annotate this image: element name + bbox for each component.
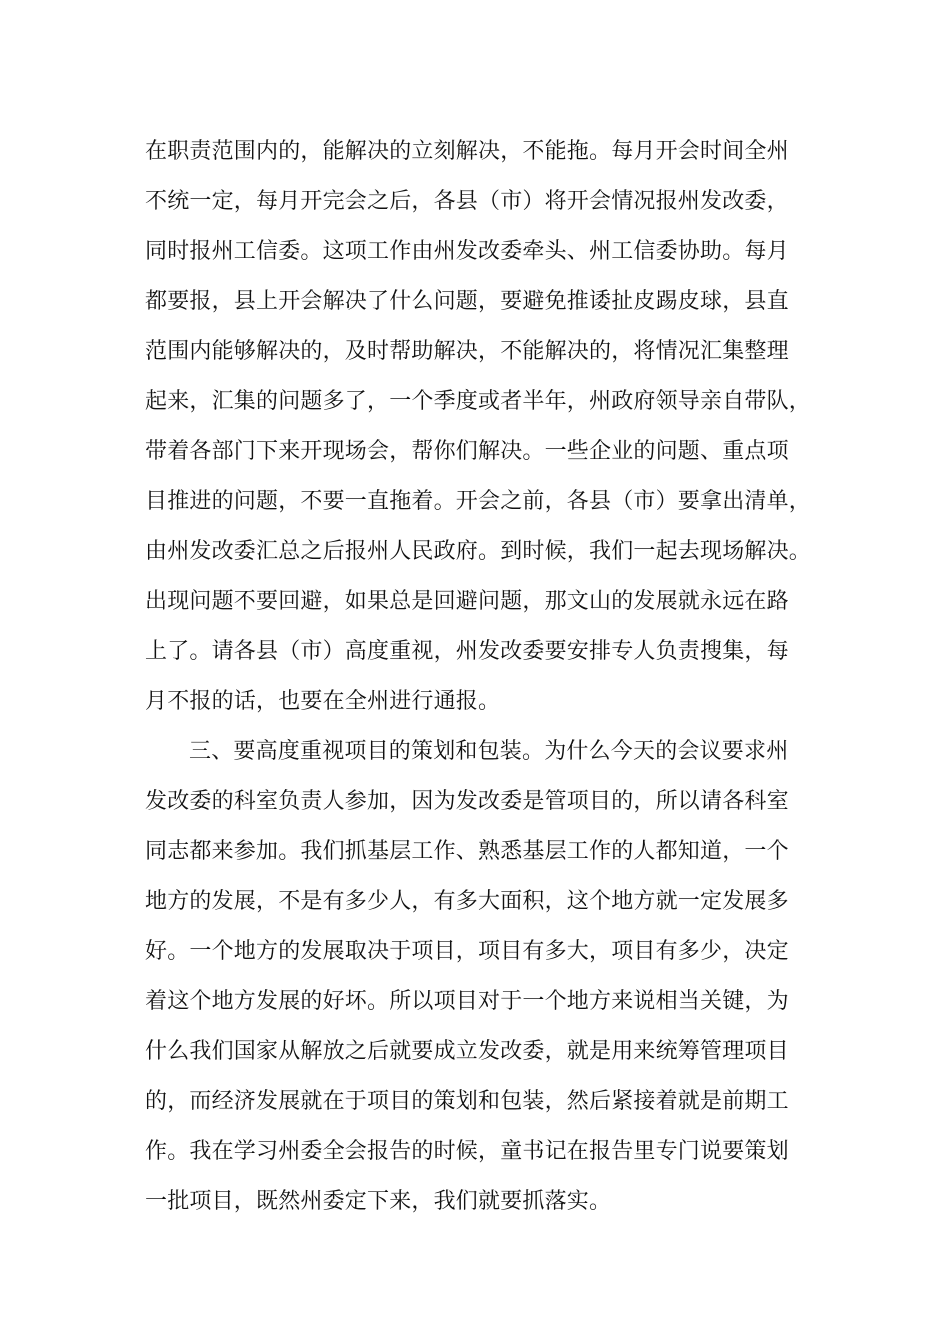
text-line: 带着各部门下来开现场会，帮你们解决。一些企业的问题、重点项 — [145, 439, 789, 464]
text-line: 在职责范围内的，能解决的立刻解决，不能拖。每月开会时间全州 — [145, 139, 789, 164]
text-line: 出现问题不要回避，如果总是回避问题，那文山的发展就永远在路 — [145, 589, 789, 614]
text-line: 都要报，县上开会解决了什么问题，要避免推诿扯皮踢皮球，县直 — [145, 289, 789, 314]
text-line: 同时报州工信委。这项工作由州发改委牵头、州工信委协助。每月 — [145, 239, 789, 264]
body-text — [145, 127, 845, 1227]
text-line: 作。我在学习州委全会报告的时候，童书记在报告里专门说要策划 — [145, 1139, 789, 1164]
text-line: 上了。请各县（市）高度重视，州发改委要安排专人负责搜集，每 — [145, 639, 789, 664]
text-line: 目推进的问题，不要一直拖着。开会之前，各县（市）要拿出清单， — [145, 489, 812, 514]
text-line: 月不报的话，也要在全州进行通报。 — [145, 689, 501, 714]
text-line: 发改委的科室负责人参加，因为发改委是管项目的，所以请各科室 — [145, 789, 789, 814]
text-line: 的，而经济发展就在于项目的策划和包装，然后紧接着就是前期工 — [145, 1089, 789, 1114]
text-line: 同志都来参加。我们抓基层工作、熟悉基层工作的人都知道，一个 — [145, 839, 789, 864]
text-line: 着这个地方发展的好坏。所以项目对于一个地方来说相当关键，为 — [145, 989, 789, 1014]
text-line: 不统一定，每月开完会之后，各县（市）将开会情况报州发改委， — [145, 189, 789, 214]
text-line: 地方的发展，不是有多少人，有多大面积，这个地方就一定发展多 — [145, 889, 789, 914]
text-line: 一批项目，既然州委定下来，我们就要抓落实。 — [145, 1189, 612, 1214]
section-heading-line: 三、要高度重视项目的策划和包装。为什么今天的会议要求州 — [189, 739, 789, 764]
text-line: 起来，汇集的问题多了，一个季度或者半年，州政府领导亲自带队， — [145, 389, 812, 414]
text-line: 范围内能够解决的，及时帮助解决，不能解决的，将情况汇集整理 — [145, 339, 789, 364]
text-line: 好。一个地方的发展取决于项目，项目有多大，项目有多少，决定 — [145, 939, 789, 964]
text-line: 由州发改委汇总之后报州人民政府。到时候，我们一起去现场解决。 — [145, 539, 812, 564]
text-line: 什么我们国家从解放之后就要成立发改委，就是用来统筹管理项目 — [145, 1039, 789, 1064]
